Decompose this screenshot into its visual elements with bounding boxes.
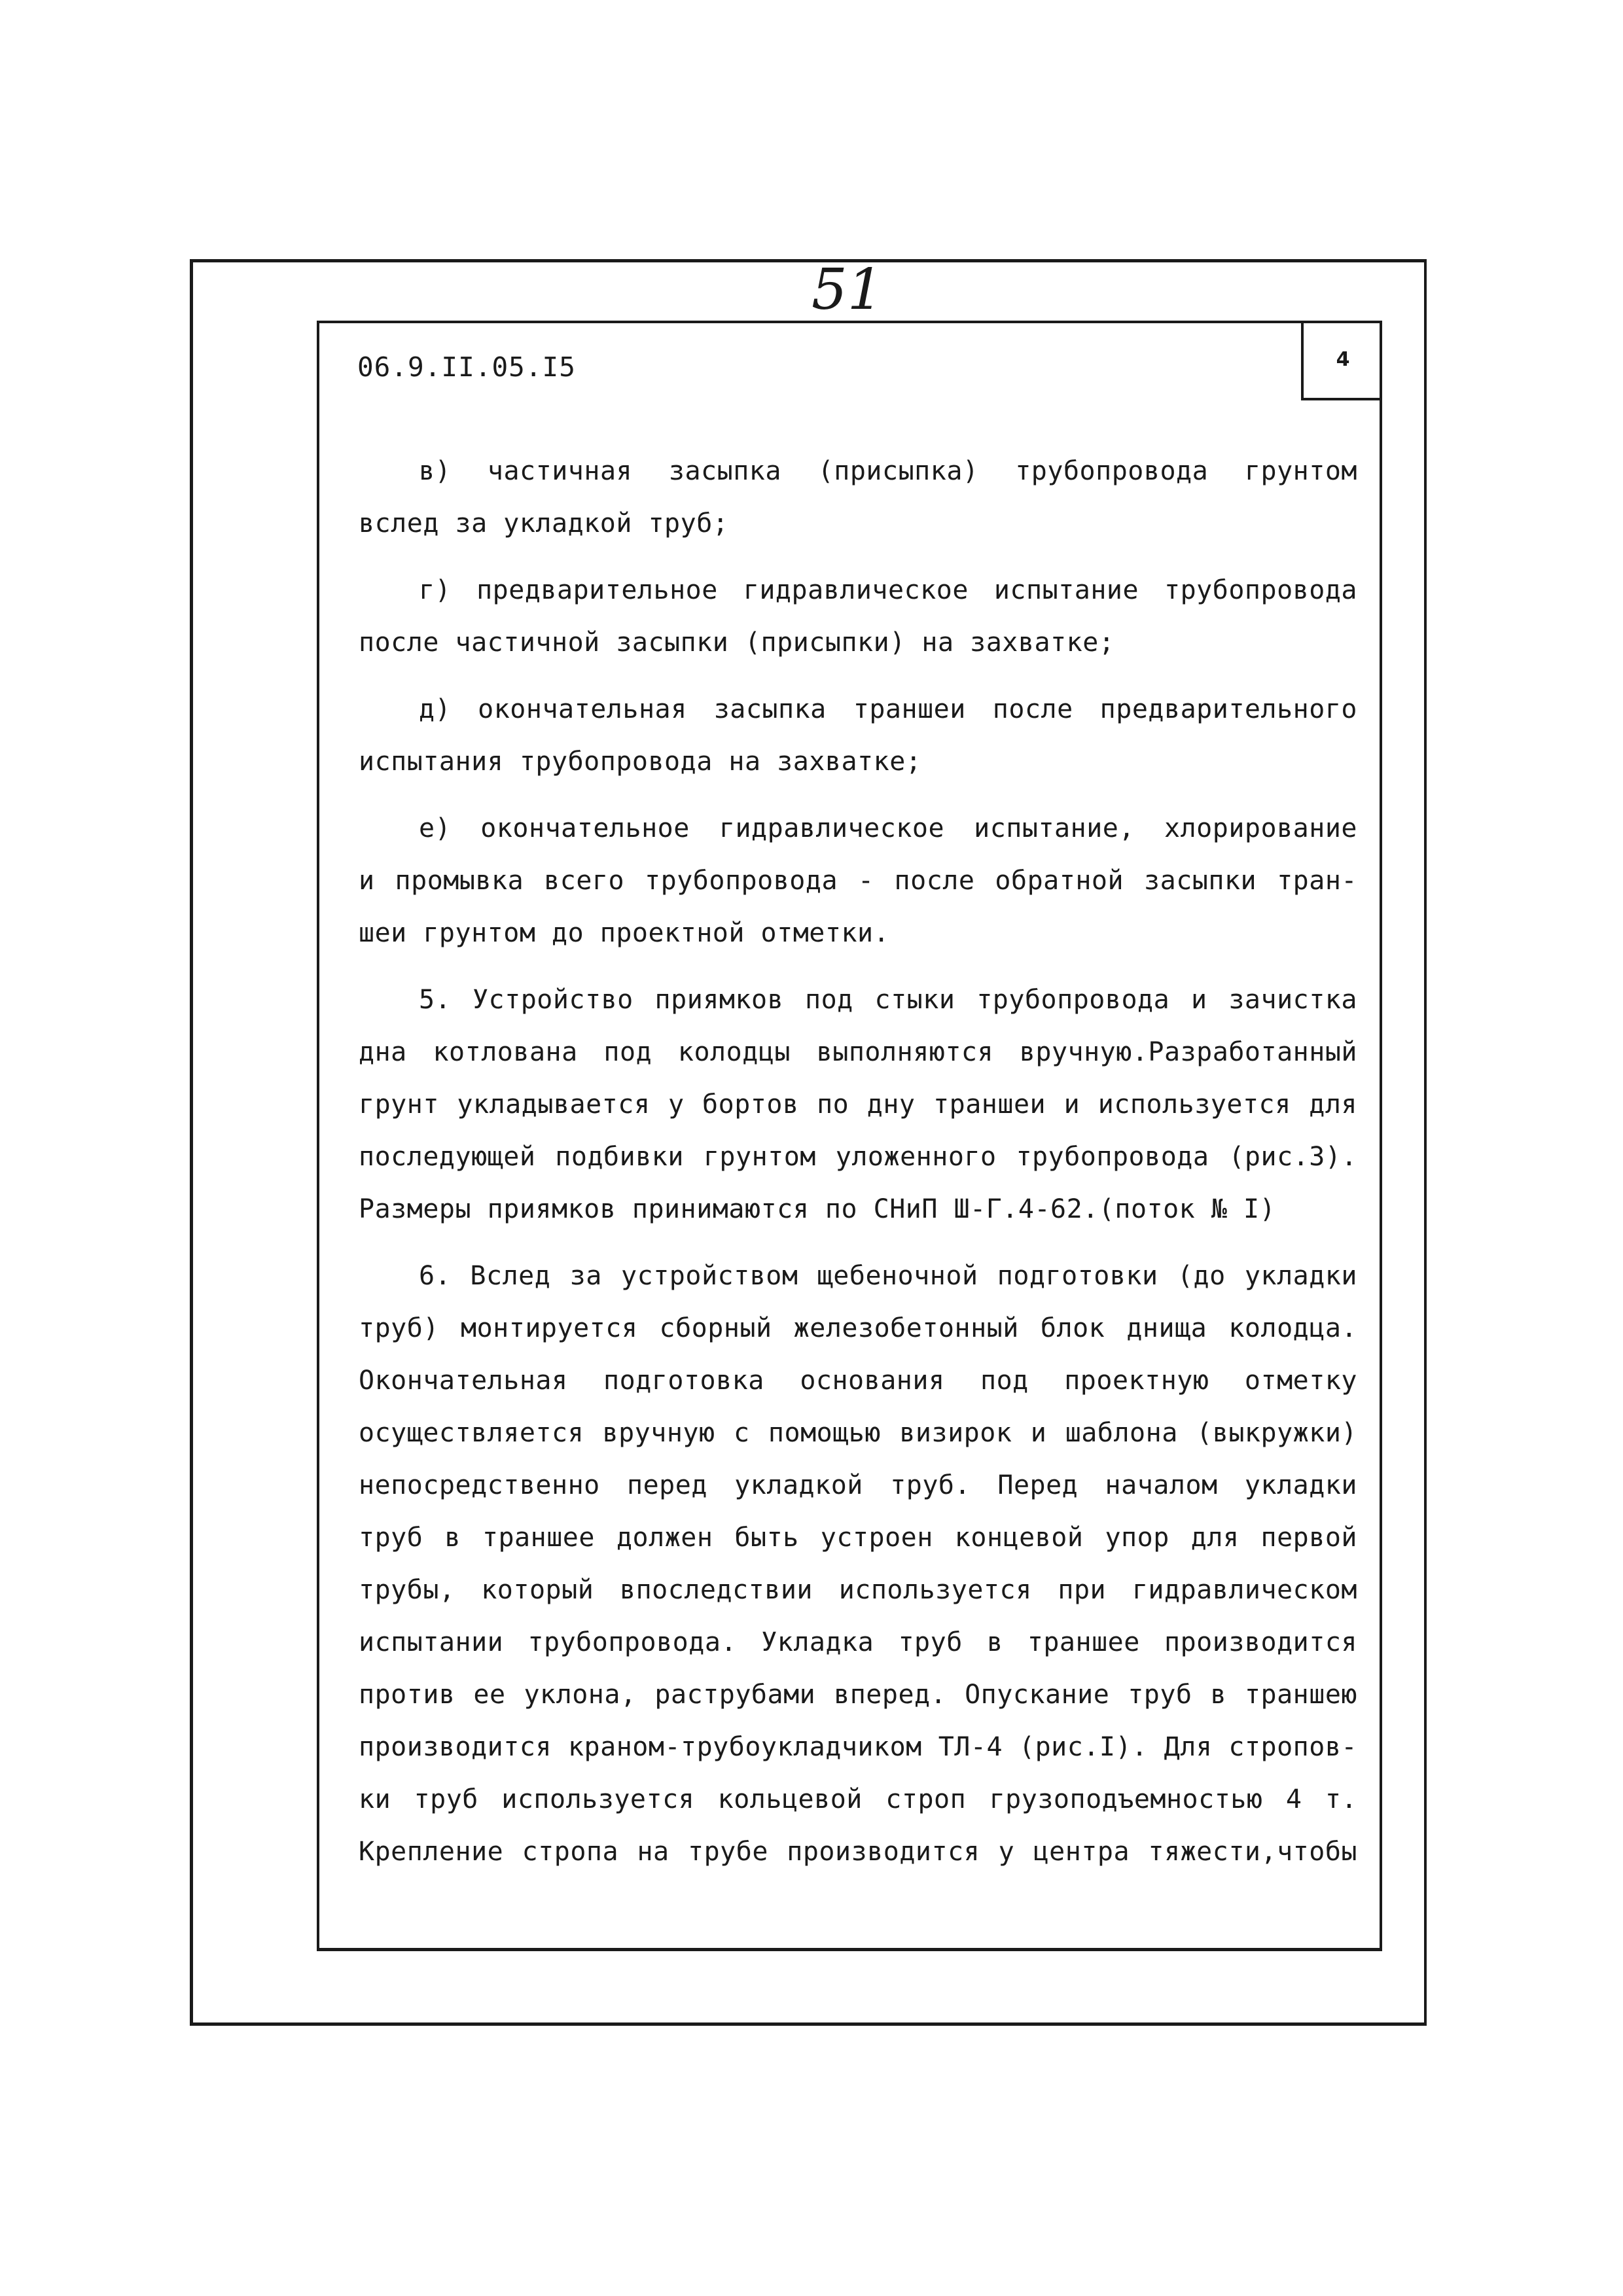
paragraph-d bbox=[359, 683, 1357, 788]
text-line: Размеры приямков принимаются по СНиП Ш-Г.4-62.(поток № I) bbox=[359, 1194, 1276, 1224]
sheet-number-box bbox=[1301, 321, 1382, 400]
text-line: после частичной засыпки (присыпки) на захватке; bbox=[359, 627, 1115, 658]
text-line: Крепление стропа на трубе производится у центра тяжести,чтобы bbox=[359, 1837, 1357, 1867]
document-code: 06.9.II.05.I5 bbox=[357, 351, 576, 383]
text-line: 5. Устройство приямков под стыки трубопровода и зачистка bbox=[419, 985, 1357, 1015]
text-line: последующей подбивки грунтом уложенного трубопровода (рис.3). bbox=[359, 1142, 1357, 1172]
paragraph-g bbox=[359, 564, 1357, 669]
text-line: грунт укладывается у бортов по дну траншеи и используется для bbox=[359, 1089, 1357, 1120]
text-line: 6. Вслед за устройством щебеночной подготовки (до укладки bbox=[419, 1261, 1357, 1291]
text-line: шеи грунтом до проектной отметки. bbox=[359, 918, 890, 948]
paragraph-5 bbox=[359, 974, 1357, 1235]
text-line: против ее уклона, раструбами вперед. Опускание труб в траншею bbox=[359, 1680, 1357, 1710]
paragraph-e bbox=[359, 802, 1357, 959]
text-line: непосредственно перед укладкой труб. Перед началом укладки bbox=[359, 1470, 1357, 1500]
text-line: испытании трубопровода. Укладка труб в траншее производится bbox=[359, 1627, 1357, 1657]
text-line: вслед за укладкой труб; bbox=[359, 508, 729, 539]
text-line: осуществляется вручную с помощью визирок и шаблона (выкружки) bbox=[359, 1418, 1357, 1448]
text-line: ки труб используется кольцевой строп грузоподъемностью 4 т. bbox=[359, 1784, 1357, 1814]
text-line: г) предварительное гидравлическое испытание трубопровода bbox=[419, 575, 1357, 605]
paragraph-v bbox=[359, 445, 1357, 550]
paragraph-6 bbox=[359, 1250, 1357, 1878]
text-line: д) окончательная засыпка траншеи после предварительного bbox=[419, 694, 1357, 724]
text-line: трубы, который впоследствии используется при гидравлическом bbox=[359, 1575, 1357, 1605]
sheet-number: 4 bbox=[1336, 347, 1350, 371]
text-line: в) частичная засыпка (присыпка) трубопровода грунтом bbox=[419, 456, 1357, 486]
body-text bbox=[359, 445, 1357, 1892]
text-line: труб в траншее должен быть устроен концевой упор для первой bbox=[359, 1523, 1357, 1553]
text-line: дна котлована под колодцы выполняются вручную.Разработанный bbox=[359, 1037, 1357, 1067]
text-line: е) окончательное гидравлическое испытание, хлорирование bbox=[419, 813, 1357, 843]
text-line: Окончательная подготовка основания под проектную отметку bbox=[359, 1366, 1357, 1396]
text-line: испытания трубопровода на захватке; bbox=[359, 747, 922, 777]
text-line: труб) монтируется сборный железобетонный блок днища колодца. bbox=[359, 1313, 1357, 1343]
text-line: производится краном-трубоукладчиком ТЛ-4 (рис.I). Для стропов- bbox=[359, 1732, 1357, 1762]
text-line: и промывка всего трубопровода - после обратной засыпки тран- bbox=[359, 866, 1357, 896]
page-number: 51 bbox=[812, 257, 883, 323]
